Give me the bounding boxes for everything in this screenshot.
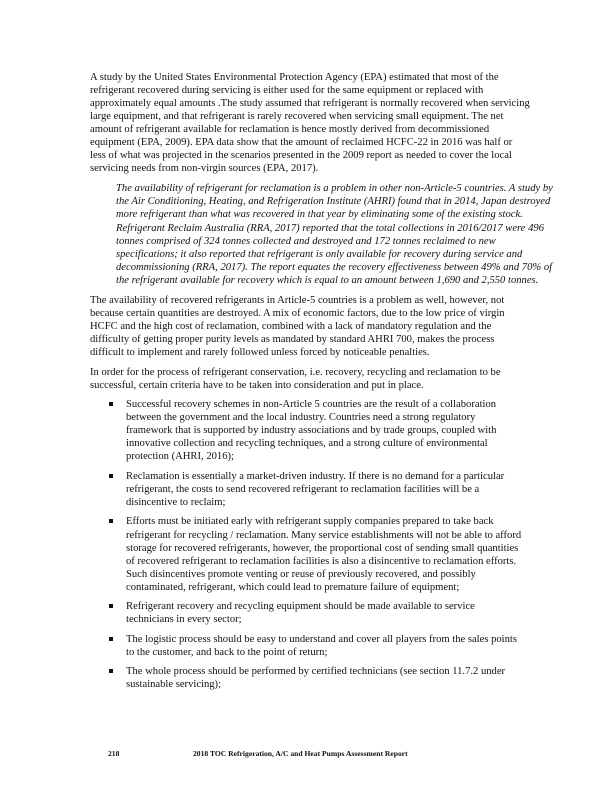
list-item-text: Reclamation is essentially a market-driven industry. If there is no demand for a particular refrigerant, the costs to send recovered refrigerant to reclamation facilities will be a disincentive to reclaim; [126, 470, 505, 508]
list-item [90, 633, 530, 659]
report-title: 2018 TOC Refrigeration, A/C and Heat Pumps Assessment Report [193, 749, 408, 758]
list-item [90, 665, 530, 691]
paragraph-epa-study: A study by the United States Environmental Protection Agency (EPA) estimated that most of the refrigerant recovered during servicing is either used for the same equipment or replaced with approximately equal amounts .The study assumed that refrigerant is normally recovered when servicing large equipment, and that refrigerant is rarely recovered when servicing small equipment. The net amount of refrigerant available for reclamation is hence mostly derived from decommissioned equipment (EPA, 2009). EPA data show that the amount of reclaimed HCFC-22 in 2016 was half or less of what was projected in the scenarios presented in the 2009 report as needed to cover the local servicing needs from non-virgin sources (EPA, 2017). [90, 72, 530, 175]
list-item [90, 515, 530, 593]
list-item-text: Refrigerant recovery and recycling equipment should be made available to service technicians in every sector; [126, 601, 475, 626]
list-item-text: Efforts must be initiated early with refrigerant supply companies prepared to take back refrigerant for recycling / reclamation. Many service establishments will not be able to afford storage for recovered refrigerants, however, the proportional cost of sending small quantities of recovered refrigerant to reclamation facilities is also a disincentive to reclamation efforts. Such disincentives promote venting or reuse of previously recovered, and possibly contaminated, refrigerant, which could lead to premature failure of equipment; [126, 516, 522, 593]
quote-non-article5: The availability of refrigerant for reclamation is a problem in other non-Article-5 countries. A study by the Air Conditioning, Heating, and Refrigeration Institute (AHRI) found that in 2014, Japan destroyed more refrigerant than what was recovered in that year by eliminating some of the existing stock. Refrigerant Reclaim Australia (RRA, 2017) reported that the total collections in 2016/2017 were 496 tonnes comprised of 324 tonnes collected and destroyed and 172 tonnes reclaimed to new specifications; it also reported that refrigerant is only available for recovery during service and decommissioning (RRA, 2017). The report equates the recovery effectiveness between 49% and 70% of the refrigerant available for recovery which is equal to an amount between 1,690 and 2,550 tonnes. [116, 183, 553, 286]
square-bullet-icon [109, 604, 113, 608]
page-number: 218 [108, 749, 120, 758]
list-item [90, 600, 530, 626]
list-item [90, 398, 530, 463]
list-item [90, 470, 530, 509]
square-bullet-icon [109, 637, 113, 641]
list-item-text: The logistic process should be easy to understand and cover all players from the sales points to the customer, and back to the point of return; [126, 633, 517, 658]
page-body [90, 71, 553, 698]
criteria-list [90, 398, 530, 691]
square-bullet-icon [109, 402, 113, 406]
paragraph-article5: The availability of recovered refrigerants in Article-5 countries is a problem as well, however, not because certain quantities are destroyed. A mix of economic factors, due to the low price of virgin HCFC and the high cost of reclamation, combined with a lack of mandatory regulation and the difficulty of getting proper purity levels as mandated by standard AHRI 700, makes the process difficult to implement and rarely followed unless forced by noticeable penalties. [90, 294, 505, 358]
square-bullet-icon [109, 474, 113, 478]
paragraph-criteria-intro: In order for the process of refrigerant conservation, i.e. recovery, recycling and reclamation to be successful, certain criteria have to be taken into consideration and put in place. [90, 366, 501, 392]
list-item-text: The whole process should be performed by certified technicians (see section 11.7.2 under sustainable servicing); [126, 666, 506, 691]
square-bullet-icon [109, 669, 113, 673]
square-bullet-icon [109, 519, 113, 523]
list-item-text: Successful recovery schemes in non-Article 5 countries are the result of a collaboration between the government and the local industry. Countries need a strong regulatory framework that is supported by industry associations and by trade groups, coupled with innovative collection and recycling techniques, and a strong culture of environmental protection (AHRI, 2016); [126, 399, 497, 463]
